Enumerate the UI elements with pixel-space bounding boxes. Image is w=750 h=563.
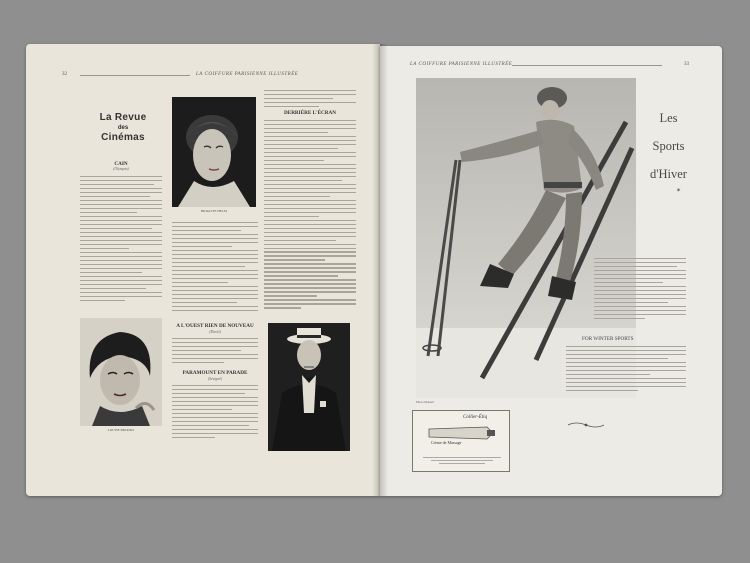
left-page-number: 32 [62,72,67,77]
heading-paramount-sub: (Sévigné) [207,377,223,381]
sports-title-line2: Sports [652,139,685,153]
section-title-line3: Cinémas [101,132,145,143]
section-title [88,112,158,145]
heading-paramount: PARAMOUNT EN PARADE [182,370,248,376]
photo2-caption: LOUISE BROOKS [107,428,135,432]
ad-product-line2: de [442,440,447,445]
sports-title-line3: d'Hiver [650,167,687,181]
tube-icon [427,425,497,441]
section-title-line1: La Revue [99,112,147,123]
heading-ouest-sub: (Rivoli) [209,330,221,334]
english-heading: FOR WINTER SPORTS [582,336,634,342]
portrait-photo-1 [172,97,256,207]
portrait-photo-3 [268,323,350,451]
right-head-rule [512,65,662,66]
article-right-col-top [264,90,356,110]
photo-credit: Photo Manuel [416,400,434,404]
heading-derriere: DERRIÈRE L'ÉCRAN [283,110,337,116]
sports-title [650,104,687,188]
right-page-number: 33 [684,62,689,67]
heading-ouest: A L'OUEST RIEN DE NOUVEAU [176,323,254,329]
article-sports-en [566,346,686,394]
right-running-head: LA COIFFURE PARISIENNE ILLUSTRÉE [410,62,513,67]
binding-gutter [372,44,388,496]
ornament-star-icon: ✶ [676,188,682,194]
article-middle-text [172,222,258,314]
decorative-ornament-icon [566,421,606,429]
left-head-rule [80,75,190,76]
portrait-photo-2 [80,318,162,426]
ad-product-line3: Massage [447,440,462,445]
sports-title-line1: Les [659,111,678,125]
section-title-line2: des [117,124,129,131]
article-paramount-text [172,385,258,441]
ad-product [431,441,461,446]
article-ouest-text [172,338,258,366]
photo1-caption: BRIGITTE HELM [201,209,227,213]
ad-brand: Collier-Étiq [463,415,488,420]
article-derriere-text [264,120,356,311]
advertisement [412,410,510,472]
article-cain-text [80,176,162,304]
ad-product-line1: Crème [431,440,442,445]
ad-fine-print [423,455,501,466]
left-running-head: LA COIFFURE PARISIENNE ILLUSTRÉE [196,72,299,77]
heading-cain-sub: (Olympia) [113,167,129,171]
heading-cain: CAIN [114,161,128,167]
article-sports-fr [594,258,686,322]
